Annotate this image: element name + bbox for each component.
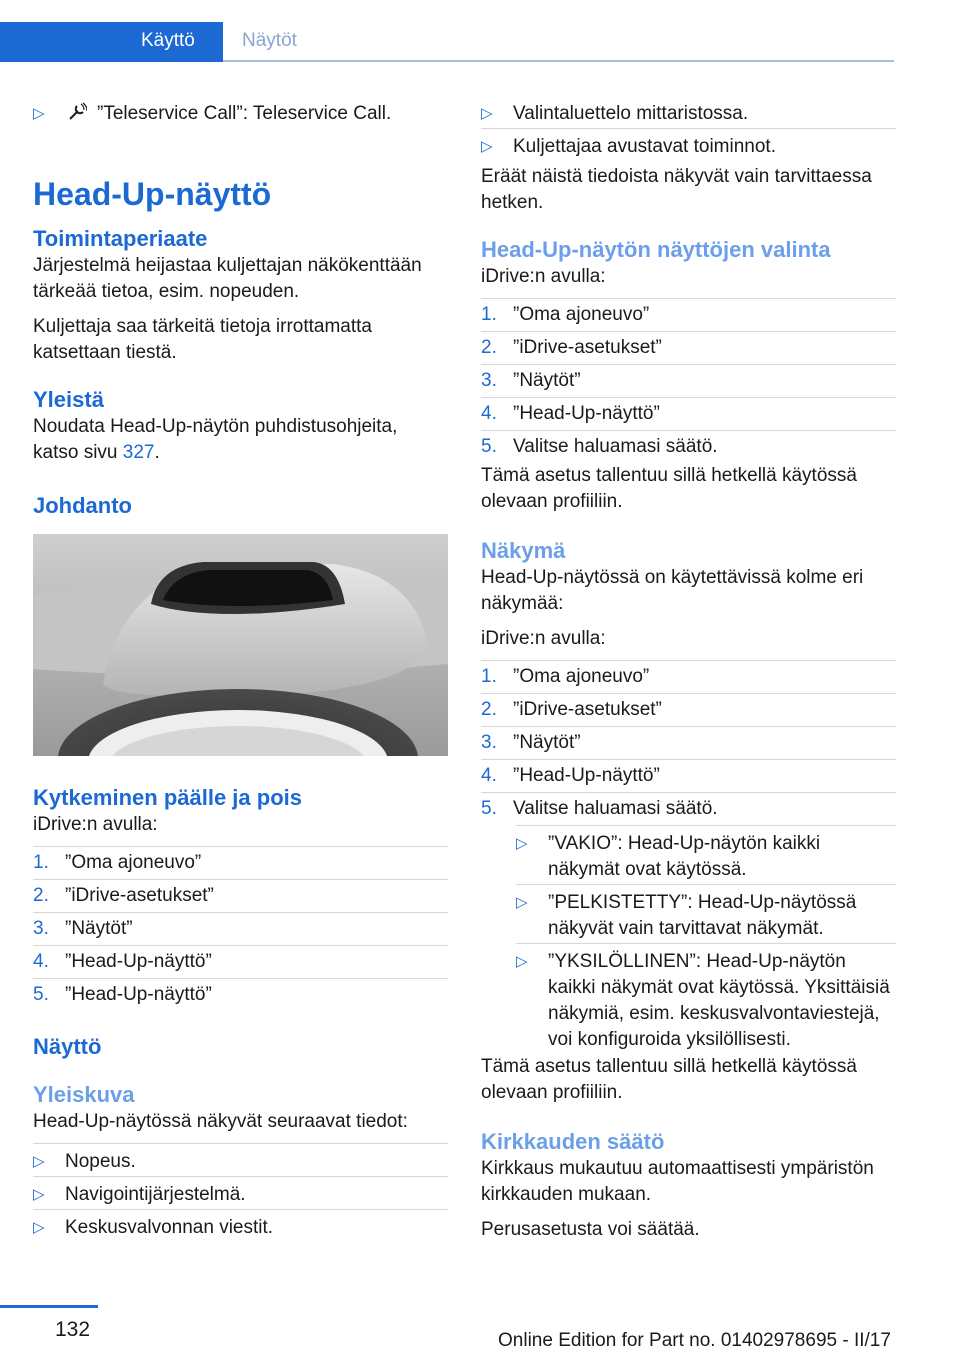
- heading-yleista: Yleistä: [33, 387, 104, 412]
- hud-photo: [33, 534, 448, 756]
- paragraph: Tämä asetus tallentuu sillä hetkellä käytössä olevaan profiiliin.: [481, 1056, 857, 1103]
- list-item: 3. ”Näytöt”: [481, 364, 896, 397]
- steps-list: [481, 298, 896, 463]
- paragraph: Eräät näistä tiedoista näkyvät vain tarvittaessa hetken.: [481, 166, 872, 213]
- bullet-triangle-icon: ▷: [33, 105, 45, 122]
- heading-yleiskuva: Yleiskuva: [33, 1082, 135, 1107]
- paragraph: Noudata Head-Up-näytön puhdistusohjeita, katso sivu 327.: [33, 416, 398, 463]
- paragraph: Järjestelmä heijastaa kuljettajan näkökenttään tärkeää tietoa, esim. nopeuden.: [33, 255, 422, 302]
- list-item: ▷ ”VAKIO”: Head-Up-näytön kaikki näkymät ovat käytössä.: [516, 825, 896, 884]
- footer-rule: [0, 1305, 98, 1308]
- list-item: 4. ”Head-Up-näyttö”: [33, 945, 448, 978]
- heading-valinta: Head-Up-näytön näyttöjen valinta: [481, 237, 831, 262]
- list-item: ▷ ”PELKISTETTY”: Head-Up-näytössä näkyvät vain tarvittavat näkymät.: [516, 884, 896, 943]
- list-item: 5. Valitse haluamasi säätö.: [481, 792, 896, 825]
- teleservice-text: ”Teleservice Call”: Teleservice Call.: [97, 103, 392, 124]
- list-item: 2. ”iDrive-asetukset”: [481, 693, 896, 726]
- list-item: 1. ”Oma ajoneuvo”: [481, 660, 896, 693]
- bullet-triangle-icon: ▷: [33, 1186, 45, 1203]
- header-rule: [223, 60, 894, 62]
- bullet-list: [33, 1143, 448, 1242]
- heading-nakyma: Näkymä: [481, 538, 566, 563]
- list-item: ▷ Keskusvalvonnan viestit.: [33, 1209, 448, 1242]
- heading-toimintaperiaate: Toimintaperiaate: [33, 226, 208, 251]
- list-item: 3. ”Näytöt”: [481, 726, 896, 759]
- steps-list: [481, 660, 896, 1054]
- paragraph: Head-Up-näytössä on käytettävissä kolme eri näkymää:: [481, 567, 864, 614]
- paragraph: iDrive:n avulla:: [481, 266, 606, 287]
- bullet-triangle-icon: ▷: [481, 138, 493, 155]
- list-item: ▷ Nopeus.: [33, 1143, 448, 1176]
- list-item: 4. ”Head-Up-näyttö”: [481, 397, 896, 430]
- heading-naytto: Näyttö: [33, 1034, 102, 1059]
- list-item: ▷ ”YKSILÖLLINEN”: Head-Up-näytön kaikki näkymät ovat käytössä. Yksittäisiä näkymiä, esim. keskusvalvontaviestejä, voi konfiguroida yksilöllisesti.: [516, 943, 896, 1054]
- list-item: 1. ”Oma ajoneuvo”: [481, 298, 896, 331]
- list-item: 2. ”iDrive-asetukset”: [33, 879, 448, 912]
- tab-kaytto-label: Käyttö: [141, 30, 195, 51]
- bullet-triangle-icon: ▷: [516, 894, 528, 911]
- page-link[interactable]: 327: [122, 442, 155, 463]
- heading-kirkkaus: Kirkkauden säätö: [481, 1129, 665, 1154]
- edition-note: Online Edition for Part no. 01402978695 - II/17: [498, 1330, 891, 1351]
- list-item: 5. ”Head-Up-näyttö”: [33, 978, 448, 1011]
- paragraph: Kuljettaja saa tärkeitä tietoja irrottamatta katsettaan tiestä.: [33, 316, 373, 363]
- heading-kytkeminen: Kytkeminen päälle ja pois: [33, 785, 302, 810]
- bullet-triangle-icon: ▷: [516, 953, 528, 970]
- paragraph: Head-Up-näytössä näkyvät seuraavat tiedot:: [33, 1111, 408, 1132]
- list-item: [33, 96, 448, 131]
- paragraph: Kirkkaus mukautuu automaattisesti ympäristön kirkkauden mukaan.: [481, 1158, 874, 1205]
- list-item: 2. ”iDrive-asetukset”: [481, 331, 896, 364]
- bullet-triangle-icon: ▷: [481, 105, 493, 122]
- header-tabbar: [0, 22, 894, 62]
- bullet-triangle-icon: ▷: [33, 1153, 45, 1170]
- heading-johdanto: Johdanto: [33, 493, 132, 518]
- list-item: ▷ Navigointijärjestelmä.: [33, 1176, 448, 1209]
- list-item: 1. ”Oma ajoneuvo”: [33, 846, 448, 879]
- paragraph: Perusasetusta voi säätää.: [481, 1219, 700, 1240]
- list-item: ▷ Valintaluettelo mittaristossa.: [481, 96, 896, 128]
- list-item: 4. ”Head-Up-näyttö”: [481, 759, 896, 792]
- paragraph: iDrive:n avulla:: [481, 628, 606, 649]
- paragraph: iDrive:n avulla:: [33, 814, 158, 835]
- list-item: 5. Valitse haluamasi säätö.: [481, 430, 896, 463]
- phone-wrench-icon: [67, 102, 89, 130]
- page-title: Head-Up-näyttö: [33, 176, 272, 212]
- list-item: 3. ”Näytöt”: [33, 912, 448, 945]
- tab-naytot[interactable]: Näytöt: [242, 30, 297, 51]
- page-number: 132: [55, 1318, 91, 1341]
- list-item: ▷ Kuljettajaa avustavat toiminnot.: [481, 128, 896, 161]
- paragraph: Tämä asetus tallentuu sillä hetkellä käytössä olevaan profiiliin.: [481, 465, 857, 512]
- steps-list: [33, 846, 448, 1011]
- bullet-triangle-icon: ▷: [33, 1219, 45, 1236]
- left-column: [33, 96, 448, 1242]
- bullet-triangle-icon: ▷: [516, 835, 528, 852]
- tab-kaytto[interactable]: [0, 22, 223, 62]
- right-column: [481, 96, 896, 1243]
